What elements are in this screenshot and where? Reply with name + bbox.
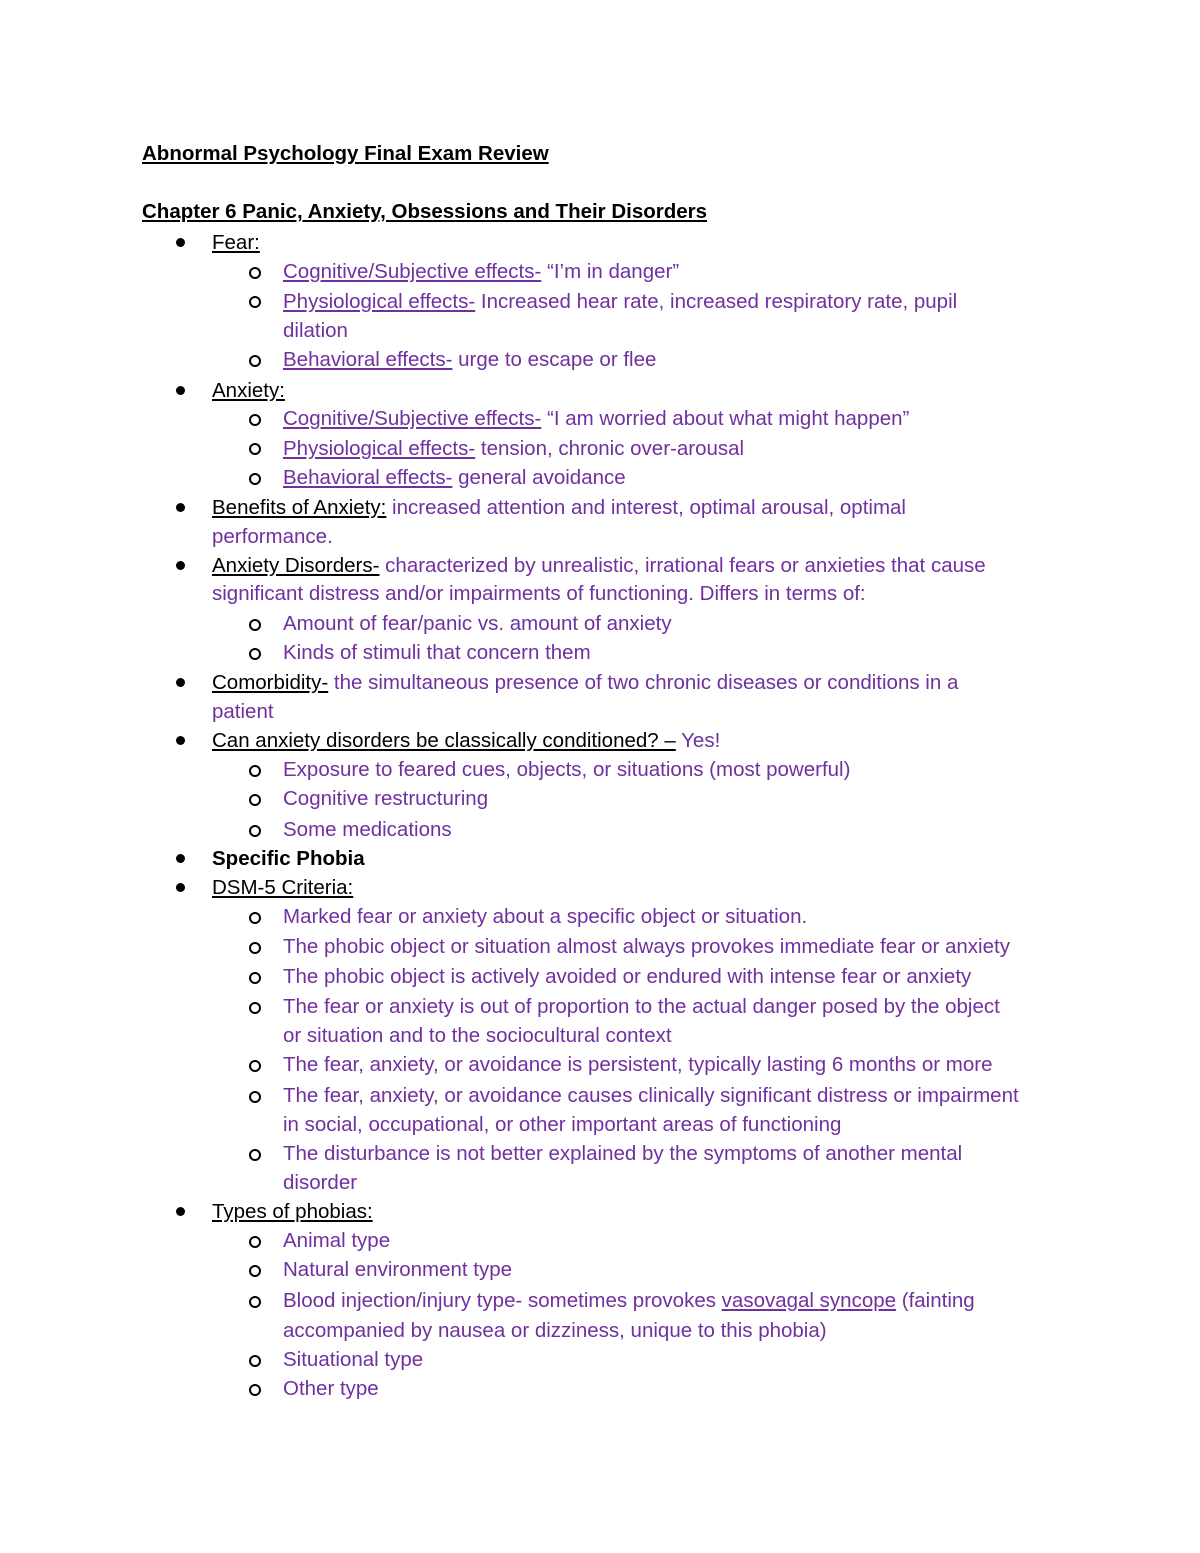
dsm-criterion: Marked fear or anxiety about a specific object or situation. bbox=[283, 905, 808, 928]
circle-bullet-icon bbox=[249, 443, 261, 455]
anxiety-disorders-cont: significant distress and/or impairments of functioning. Differs in terms of: bbox=[212, 582, 866, 605]
circle-bullet-icon bbox=[249, 942, 261, 954]
circle-bullet-icon bbox=[249, 825, 261, 837]
circle-bullet-icon bbox=[249, 296, 261, 308]
circle-bullet-icon bbox=[249, 1060, 261, 1072]
phobia-type: Other type bbox=[283, 1377, 379, 1400]
item-text: characterized by unrealistic, irrational fears or anxieties that cause bbox=[379, 554, 986, 577]
phobia-type: Animal type bbox=[283, 1229, 391, 1252]
circle-bullet-icon bbox=[249, 765, 261, 777]
item-text: “I’m in danger” bbox=[541, 260, 680, 283]
list-item: Amount of fear/panic vs. amount of anxiety bbox=[283, 612, 672, 635]
specific-phobia-heading: Specific Phobia bbox=[212, 847, 365, 870]
dsm-criterion-cont: or situation and to the sociocultural context bbox=[283, 1024, 672, 1047]
bullet-icon bbox=[176, 1207, 185, 1216]
circle-bullet-icon bbox=[249, 355, 261, 367]
chapter-heading: Chapter 6 Panic, Anxiety, Obsessions and Their Disorders bbox=[142, 200, 708, 223]
circle-bullet-icon bbox=[249, 972, 261, 984]
circle-bullet-icon bbox=[249, 1002, 261, 1014]
item-text: “I am worried about what might happen” bbox=[541, 407, 910, 430]
bullet-icon bbox=[176, 238, 185, 247]
circle-bullet-icon bbox=[249, 1296, 261, 1308]
dsm-criterion: The fear, anxiety, or avoidance is persistent, typically lasting 6 months or more bbox=[283, 1053, 993, 1076]
circle-bullet-icon bbox=[249, 1149, 261, 1161]
bullet-icon bbox=[176, 883, 185, 892]
bullet-icon bbox=[176, 736, 185, 745]
types-heading bbox=[212, 1197, 373, 1226]
circle-bullet-icon bbox=[249, 912, 261, 924]
bullet-icon bbox=[176, 503, 185, 512]
fear-behavioral-item bbox=[283, 345, 656, 374]
term-label: Behavioral effects- bbox=[283, 348, 453, 371]
bullet-icon bbox=[176, 854, 185, 863]
circle-bullet-icon bbox=[249, 1236, 261, 1248]
item-text: (fainting bbox=[896, 1289, 975, 1312]
vasovagal-term: vasovagal syncope bbox=[721, 1289, 897, 1312]
item-text: the simultaneous presence of two chronic diseases or conditions in a bbox=[328, 671, 959, 694]
item-text: Yes! bbox=[675, 729, 721, 752]
list-item: Cognitive restructuring bbox=[283, 787, 489, 810]
anxiety-physiological-item bbox=[283, 434, 744, 463]
term-label: Cognitive/Subjective effects- bbox=[283, 407, 542, 430]
anxiety-behavioral-item bbox=[283, 463, 626, 492]
item-text: Blood injection/injury type- sometimes provokes bbox=[283, 1289, 722, 1312]
anxiety-heading bbox=[212, 376, 285, 405]
circle-bullet-icon bbox=[249, 267, 261, 279]
circle-bullet-icon bbox=[249, 794, 261, 806]
item-text: tension, chronic over-arousal bbox=[475, 437, 745, 460]
circle-bullet-icon bbox=[249, 1091, 261, 1103]
item-text: general avoidance bbox=[452, 466, 626, 489]
item-text: urge to escape or flee bbox=[452, 348, 657, 371]
anxiety-disorders-item bbox=[212, 551, 986, 580]
benefits-item bbox=[212, 493, 906, 522]
fear-label: Fear: bbox=[212, 231, 260, 254]
list-item: Exposure to feared cues, objects, or situations (most powerful) bbox=[283, 758, 851, 781]
fear-heading bbox=[212, 228, 260, 257]
dsm-criterion: The phobic object is actively avoided or endured with intense fear or anxiety bbox=[283, 965, 972, 988]
anxiety-label: Anxiety: bbox=[212, 379, 285, 402]
dsm-criterion: The fear or anxiety is out of proportion to the actual danger posed by the object bbox=[283, 995, 1000, 1018]
comorbidity-cont: patient bbox=[212, 700, 274, 723]
dsm-criterion: The fear, anxiety, or avoidance causes clinically significant distress or impairment bbox=[283, 1084, 1019, 1107]
dsm-heading bbox=[212, 873, 353, 902]
term-label: Physiological effects- bbox=[283, 290, 476, 313]
benefits-label: Benefits of Anxiety: bbox=[212, 496, 387, 519]
phobia-type-blood bbox=[283, 1286, 975, 1315]
fear-physiological-cont: dilation bbox=[283, 319, 348, 342]
fear-physiological-item bbox=[283, 287, 957, 316]
circle-bullet-icon bbox=[249, 1265, 261, 1277]
dsm-label: DSM-5 Criteria: bbox=[212, 876, 354, 899]
bullet-icon bbox=[176, 386, 185, 395]
circle-bullet-icon bbox=[249, 1355, 261, 1367]
dsm-criterion-cont: in social, occupational, or other important areas of functioning bbox=[283, 1113, 842, 1136]
dsm-criterion: The phobic object or situation almost always provokes immediate fear or anxiety bbox=[283, 935, 1010, 958]
phobia-type: Natural environment type bbox=[283, 1258, 513, 1281]
list-item: Kinds of stimuli that concern them bbox=[283, 641, 591, 664]
dsm-criterion-cont: disorder bbox=[283, 1171, 358, 1194]
classical-item bbox=[212, 726, 720, 755]
anxiety-cognitive-item bbox=[283, 404, 909, 433]
phobia-type-blood-cont: accompanied by nausea or dizziness, unique to this phobia) bbox=[283, 1319, 827, 1342]
anxiety-disorders-label: Anxiety Disorders- bbox=[212, 554, 380, 577]
comorbidity-label: Comorbidity- bbox=[212, 671, 329, 694]
comorbidity-item bbox=[212, 668, 958, 697]
types-label: Types of phobias: bbox=[212, 1200, 373, 1223]
phobia-type: Situational type bbox=[283, 1348, 424, 1371]
item-text: increased attention and interest, optimal arousal, optimal bbox=[386, 496, 906, 519]
document-title: Abnormal Psychology Final Exam Review bbox=[142, 142, 549, 165]
item-text: Increased hear rate, increased respiratory rate, pupil bbox=[475, 290, 958, 313]
fear-cognitive-item bbox=[283, 257, 679, 286]
dsm-criterion: The disturbance is not better explained by the symptoms of another mental bbox=[283, 1142, 963, 1165]
circle-bullet-icon bbox=[249, 473, 261, 485]
term-label: Physiological effects- bbox=[283, 437, 476, 460]
list-item: Some medications bbox=[283, 818, 452, 841]
circle-bullet-icon bbox=[249, 619, 261, 631]
circle-bullet-icon bbox=[249, 1384, 261, 1396]
bullet-icon bbox=[176, 678, 185, 687]
benefits-cont: performance. bbox=[212, 525, 333, 548]
bullet-icon bbox=[176, 561, 185, 570]
circle-bullet-icon bbox=[249, 414, 261, 426]
circle-bullet-icon bbox=[249, 648, 261, 660]
term-label: Behavioral effects- bbox=[283, 466, 453, 489]
classical-label: Can anxiety disorders be classically conditioned? – bbox=[212, 729, 676, 752]
term-label: Cognitive/Subjective effects- bbox=[283, 260, 542, 283]
